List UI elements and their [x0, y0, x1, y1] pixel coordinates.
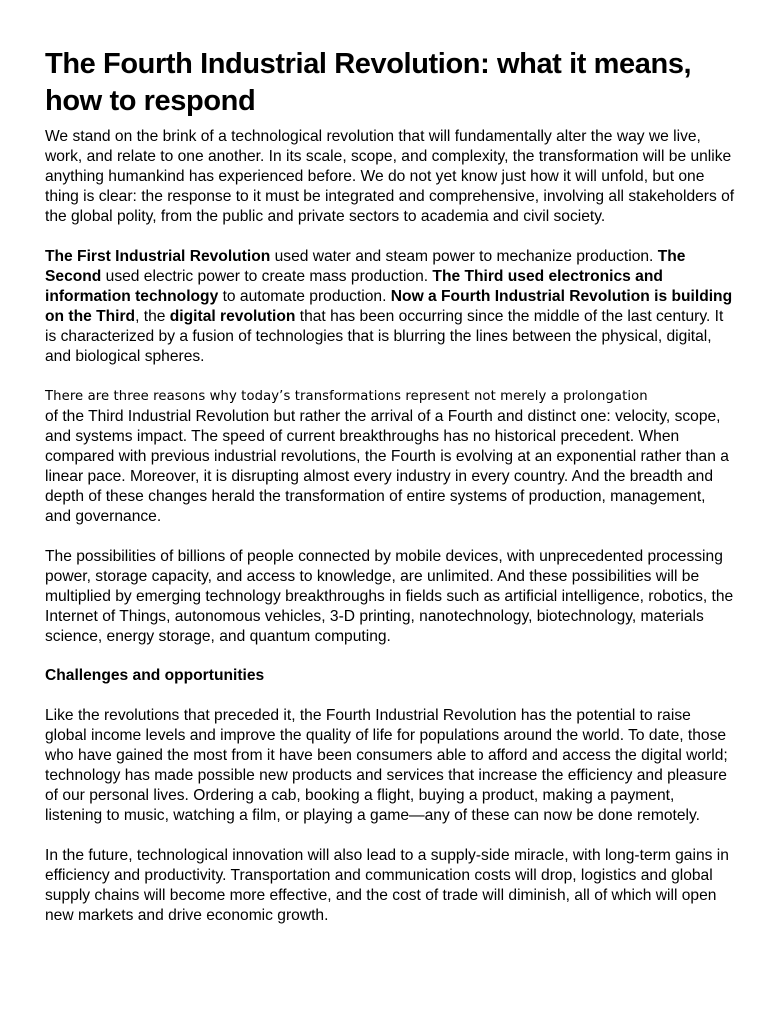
fourth-revolution-bold: Now a Fourth Industrial Revolution is building on the Third: [45, 288, 733, 325]
challenges-paragraph: Like the revolutions that preceded it, the Fourth Industrial Revolution has the potential to raise global income levels and improve the quality of life for populations around the world. To date, those who have gained the most from it have been consumers able to afford and access the digital world; technology has made possible new products and services that increase the efficiency and pleasure of our personal lives. Ordering a cab, booking a flight, buying a product, making a payment, listening to music, watching a film, or playing a game—any of these can now be done remotely.: [45, 707, 728, 824]
first-revolution-text: used water and steam power to mechanize production.: [270, 248, 658, 265]
revolutions-paragraph: [45, 247, 735, 367]
section-heading: Challenges and opportunities: [45, 667, 265, 684]
second-revolution-text: used electric power to create mass production.: [101, 268, 433, 285]
fourth-revolution-text: , the: [135, 308, 170, 325]
intro-paragraph: We stand on the brink of a technological revolution that will fundamentally alter the way we live, work, and relate to one another. In its scale, scope, and complexity, the transformation will be unlike anything humankind has experienced before. We do not yet know just how it will unfold, but one thing is clear: the response to it must be integrated and comprehensive, involving all stakeholders of the global polity, from the public and private sectors to academia and civil society.: [45, 128, 735, 225]
three-reasons-first-line: There are three reasons why today’s transformations represent not merely a prolongation: [45, 389, 648, 404]
digital-revolution-text: that has been occurring since the middle of the last century. It is characterized by a fusion of technologies that is blurring the lines between the physical, digital, and biological spheres.: [45, 308, 724, 365]
third-revolution-text: to automate production.: [218, 288, 391, 305]
three-reasons-paragraph: of the Third Industrial Revolution but rather the arrival of a Fourth and distinct one: velocity, scope, and systems impact. The speed of current breakthroughs has no historical precedent. When compared with previous industrial revolutions, the Fourth is evolving at an exponential rather than a linear pace. Moreover, it is disrupting almost every industry in every country. And the breadth and depth of these changes herald the transformation of entire systems of production, management, and governance.: [45, 408, 729, 525]
document-page: [45, 46, 735, 926]
document-title: The Fourth Industrial Revolution: what it means, how to respond: [45, 48, 692, 117]
third-revolution-bold: The Third used electronics and information technology: [45, 268, 663, 305]
second-revolution-bold: The Second: [45, 248, 686, 285]
possibilities-paragraph: The possibilities of billions of people connected by mobile devices, with unprecedented processing power, storage capacity, and access to knowledge, are unlimited. And these possibilities will be multiplied by emerging technology breakthroughs in fields such as artificial intelligence, robotics, the Internet of Things, autonomous vehicles, 3-D printing, nanotechnology, biotechnology, materials science, energy storage, and quantum computing.: [45, 548, 734, 645]
digital-revolution-bold: digital revolution: [169, 308, 296, 325]
future-paragraph: In the future, technological innovation will also lead to a supply-side miracle, with long-term gains in efficiency and productivity. Transportation and communication costs will drop, logistics and global supply chains will become more effective, and the cost of trade will diminish, all of which will open new markets and drive economic growth.: [45, 847, 729, 924]
first-revolution-bold: The First Industrial Revolution: [45, 248, 271, 265]
